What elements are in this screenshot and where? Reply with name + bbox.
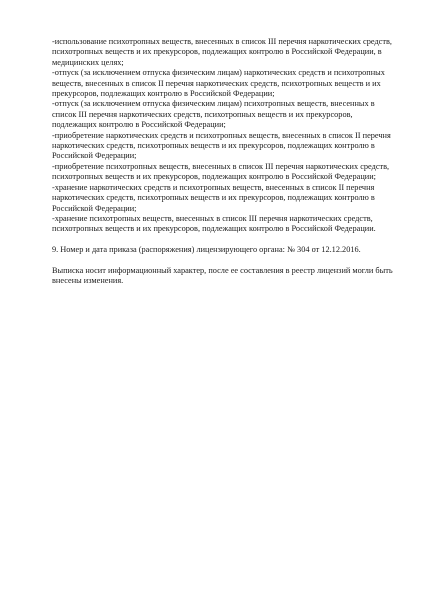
activity-item: -использование психотропных веществ, внесенных в список III перечня наркотических средств, психотропных веществ и их прекурсоров, подлежащих контролю в Российской Федерации, в медицинских целях; — [52, 37, 392, 67]
activity-item: -хранение наркотических средств и психотропных веществ, внесенных в список II перечня наркотических средств, психотропных веществ и их прекурсоров, подлежащих контролю в Российской Федерации; — [52, 182, 375, 213]
activity-item: -хранение психотропных веществ, внесенных в список III перечня наркотических средств, психотропных веществ и их прекурсоров, подлежащих контролю в Российской Федерации. — [52, 213, 376, 234]
activities-list — [52, 37, 398, 235]
activity-item: -отпуск (за исключением отпуска физическим лицам) психотропных веществ, внесенных в список III перечня наркотических средств, психотропных веществ и их прекурсоров, подлежащих контролю в Российской Федерации; — [52, 99, 375, 130]
activity-item: -отпуск (за исключением отпуска физическим лицам) наркотических средств и психотропных веществ, внесенных в список II перечня наркотических средств, психотропных веществ и их прекурсоров, подлежащих контролю в Российской Федерации; — [52, 68, 385, 99]
activity-item: -приобретение наркотических средств и психотропных веществ, внесенных в список II перечня наркотических средств, психотропных веществ и их прекурсоров, подлежащих контролю в Российской Федерации; — [52, 130, 391, 161]
spacer — [52, 235, 398, 245]
activity-item: -приобретение психотропных веществ, внесенных в список III перечня наркотических средств, психотропных веществ и их прекурсоров, подлежащих контролю в Российской Федерации; — [52, 161, 390, 182]
spacer — [52, 256, 398, 266]
disclaimer-text: Выписка носит информационный характер, после ее составления в реестр лицензий могли быть внесены изменения. — [52, 265, 393, 286]
order-info-line: 9. Номер и дата приказа (распоряжения) лицензирующего органа: № 304 от 12.12.2016. — [52, 245, 361, 255]
